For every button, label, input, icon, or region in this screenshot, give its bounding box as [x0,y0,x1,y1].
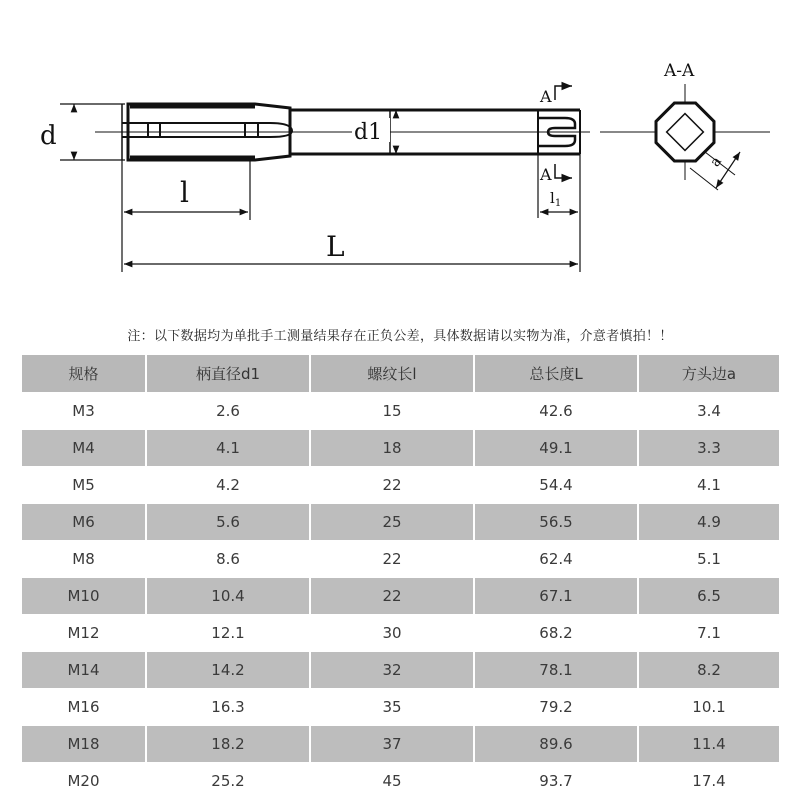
table-cell: M12 [22,615,146,652]
table-row [22,504,780,541]
table-cell: 10.4 [146,578,310,615]
table-cell: 11.4 [638,726,780,763]
table-cell: 22 [310,467,474,504]
table-cell: 6.5 [638,578,780,615]
table-cell: M6 [22,504,146,541]
table-cell: 5.1 [638,541,780,578]
table-cell: M20 [22,763,146,800]
table-cell: M5 [22,467,146,504]
table-cell: 2.6 [146,393,310,430]
table-cell: 68.2 [474,615,638,652]
table-cell: 45 [310,763,474,800]
table-cell: 30 [310,615,474,652]
table-cell: 22 [310,578,474,615]
label-d: d [40,121,57,151]
table-row [22,615,780,652]
table-header-row [22,355,780,393]
table-cell: 10.1 [638,689,780,726]
table-cell: M8 [22,541,146,578]
header-shank-diameter: 柄直径d1 [146,355,310,393]
table-cell: 8.6 [146,541,310,578]
table-cell: 56.5 [474,504,638,541]
table-cell: M16 [22,689,146,726]
table-cell: 4.2 [146,467,310,504]
table-cell: 22 [310,541,474,578]
table-cell: 14.2 [146,652,310,689]
spec-table [22,355,781,800]
table-cell: 15 [310,393,474,430]
table-cell: 93.7 [474,763,638,800]
table-cell: M14 [22,652,146,689]
table-cell: 62.4 [474,541,638,578]
table-cell: 18.2 [146,726,310,763]
table-cell: 25.2 [146,763,310,800]
table-cell: 3.3 [638,430,780,467]
table-cell: 18 [310,430,474,467]
table-cell: 79.2 [474,689,638,726]
table-row [22,652,780,689]
table-cell: 3.4 [638,393,780,430]
table-cell: M10 [22,578,146,615]
label-l: l [180,176,189,209]
table-cell: M3 [22,393,146,430]
table-cell: 89.6 [474,726,638,763]
table-cell: M18 [22,726,146,763]
section-title: A-A [664,61,695,81]
table-row [22,467,780,504]
tap-technical-drawing [0,0,800,300]
header-total-length: 总长度L [474,355,638,393]
table-cell: 37 [310,726,474,763]
dim-L [122,154,580,272]
table-row [22,430,780,467]
table-cell: 16.3 [146,689,310,726]
header-square-side: 方头边a [638,355,780,393]
table-cell: 25 [310,504,474,541]
table-cell: 35 [310,689,474,726]
table-cell: 4.1 [146,430,310,467]
table-cell: 17.4 [638,763,780,800]
table-row [22,578,780,615]
label-A-bottom: A [540,165,552,184]
table-row [22,763,780,800]
table-cell: M4 [22,430,146,467]
label-L: L [326,230,345,263]
table-cell: 7.1 [638,615,780,652]
table-row [22,726,780,763]
section-view [600,84,770,190]
label-A-top: A [540,87,552,106]
header-thread-length: 螺纹长l [310,355,474,393]
table-cell: 54.4 [474,467,638,504]
table-row [22,689,780,726]
table-cell: 4.9 [638,504,780,541]
label-a: a [707,153,726,170]
table-cell: 42.6 [474,393,638,430]
measurement-note: 注：以下数据均为单批手工测量结果存在正负公差，具体数据请以实物为准，介意者慎拍！！ [127,329,673,344]
label-d1: d1 [354,120,383,145]
table-cell: 4.1 [638,467,780,504]
table-cell: 67.1 [474,578,638,615]
table-row [22,541,780,578]
table-cell: 49.1 [474,430,638,467]
table-cell: 8.2 [638,652,780,689]
table-cell: 78.1 [474,652,638,689]
table-cell: 5.6 [146,504,310,541]
table-cell: 12.1 [146,615,310,652]
table-row [22,393,780,430]
table-cell: 32 [310,652,474,689]
label-l1: $l_1$ [550,189,562,209]
header-size: 规格 [22,355,146,393]
